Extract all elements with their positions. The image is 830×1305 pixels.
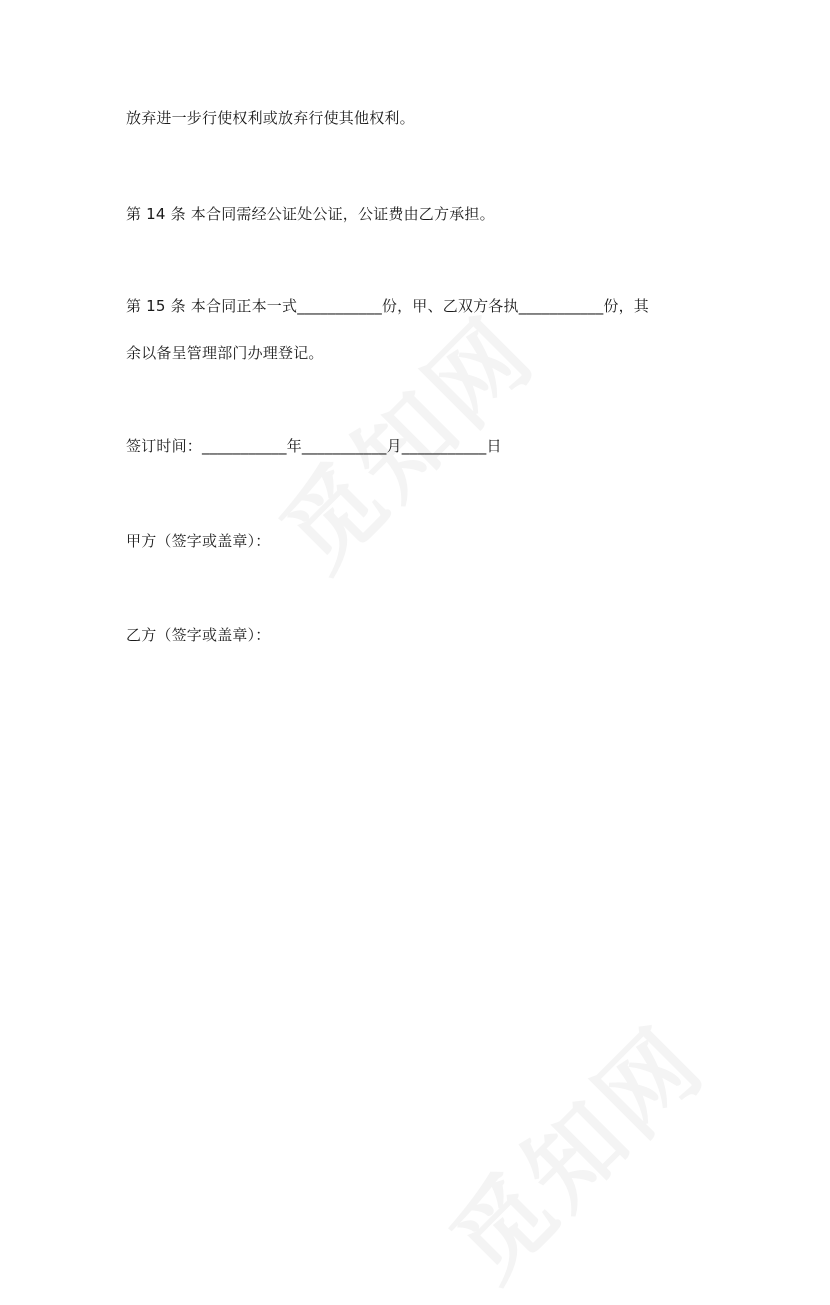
party-a-signature: 甲方（签字或盖章）： <box>126 532 271 550</box>
clause-15-line-1: 第 15 条 本合同正本一式___________份，甲、乙双方各执___________份，其 <box>126 297 649 315</box>
paragraph-line: 放弃进一步行使权利或放弃行使其他权利。 <box>126 109 415 127</box>
watermark <box>416 992 729 1305</box>
clause-14: 第 14 条 本合同需经公证处公证，公证费由乙方承担。 <box>126 205 495 223</box>
signing-date: 签订时间：___________年___________月___________日 <box>126 437 502 455</box>
clause-15-line-2: 余以备呈管理部门办理登记。 <box>126 344 324 362</box>
party-b-signature: 乙方（签字或盖章）： <box>126 626 271 644</box>
